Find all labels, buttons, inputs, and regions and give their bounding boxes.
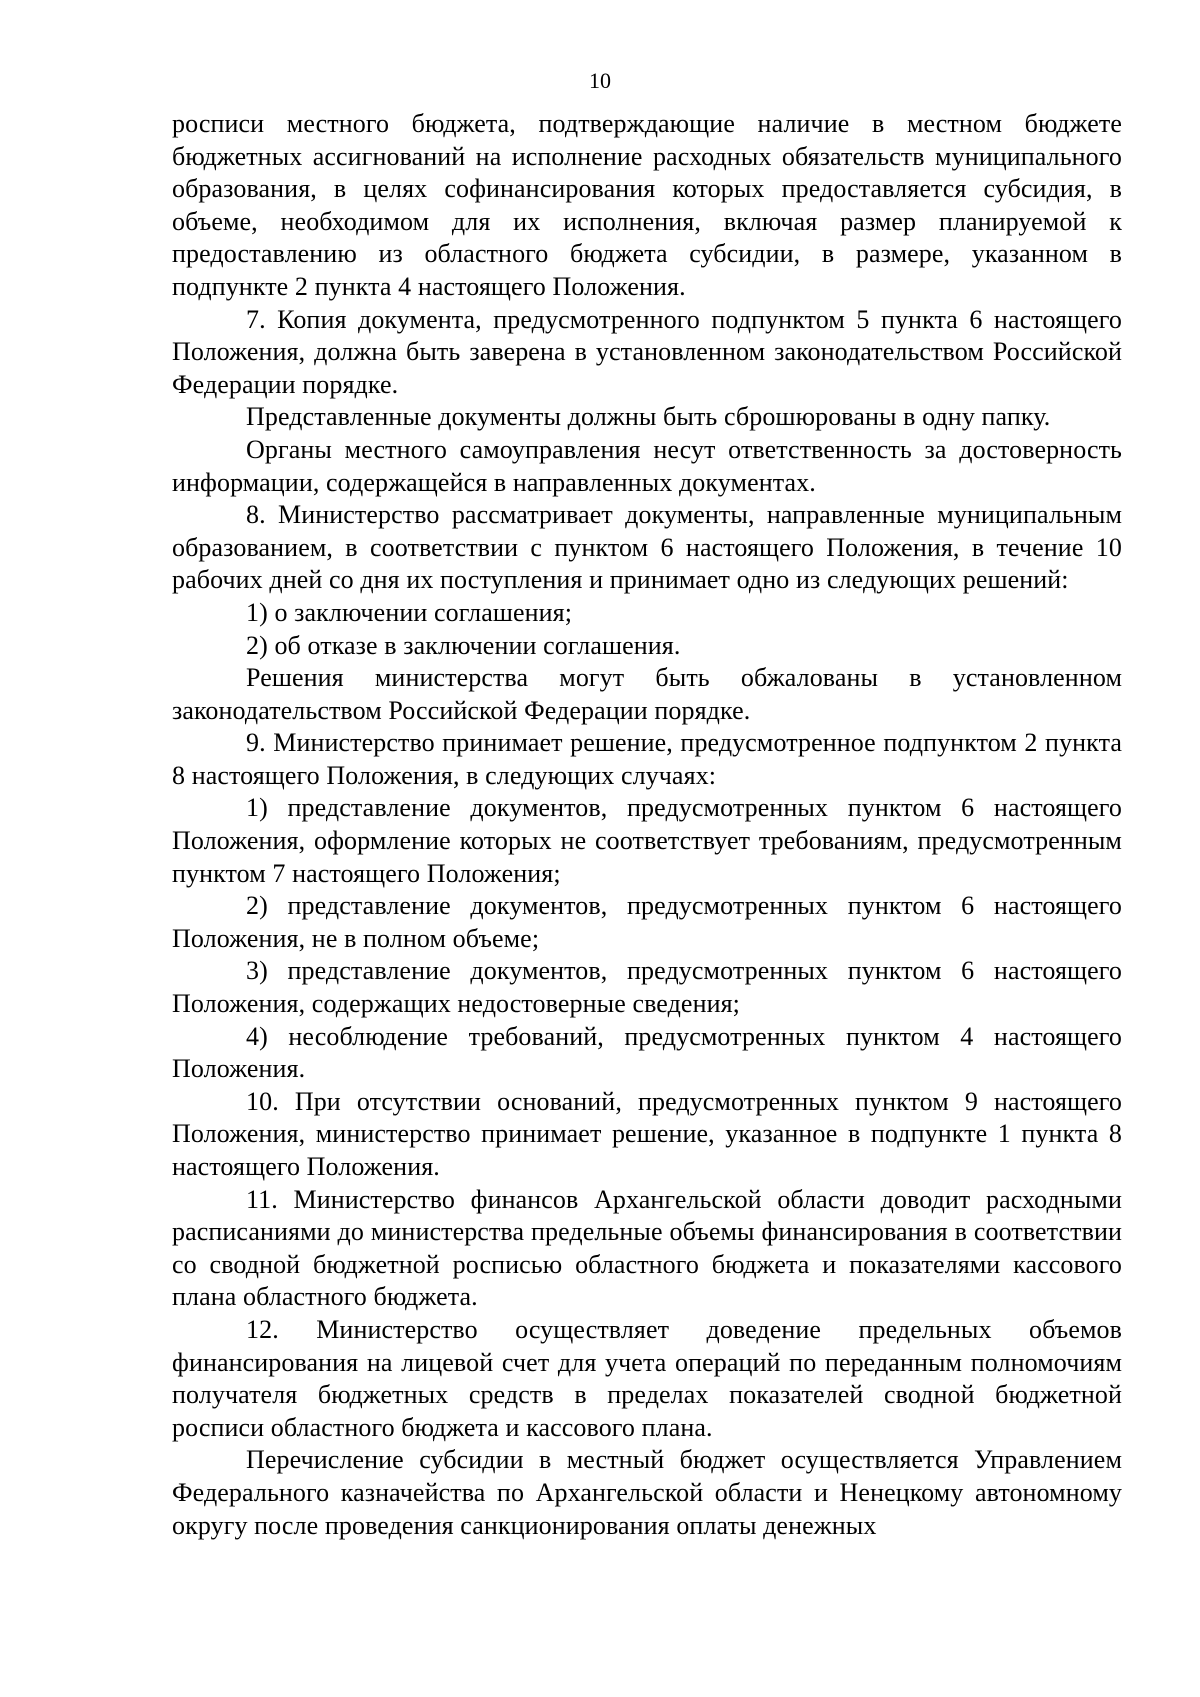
paragraph-9: 9. Министерство принимает решение, предусмотренное подпунктом 2 пункта 8 настоящего Положения, в следующих случаях: xyxy=(172,728,1122,790)
page-number: 10 xyxy=(589,68,611,93)
paragraph-15: 11. Министерство финансов Архангельской области доводит расходными расписаниями до министерства предельные объемы финансирования в соответствии со сводной бюджетной росписью областного бюджета и показателями кассового плана областного бюджета. xyxy=(172,1184,1122,1312)
paragraph-4: Органы местного самоуправления несут ответственность за достоверность информации, содержащейся в направленных документах. xyxy=(172,434,1122,497)
paragraph-14: 10. При отсутствии оснований, предусмотренных пунктом 9 настоящего Положения, министерство принимает решение, указанное в подпункте 1 пункта 8 настоящего Положения. xyxy=(172,1086,1122,1181)
paragraph-1: росписи местного бюджета, подтверждающие наличие в местном бюджете бюджетных ассигнований на исполнение расходных обязательств муниципального образования, в целях софинансирования которых предоставляется субсидия, в объеме, необходимом для их исполнения, включая размер планируемой к предоставлению из областного бюджета субсидии, в размере, указанном в подпункте 2 пункта 4 настоящего Положения. xyxy=(172,109,1122,301)
paragraph-10: 1) представление документов, предусмотренных пунктом 6 настоящего Положения, оформление которых не соответствует требованиям, предусмотренным пунктом 7 настоящего Положения; xyxy=(172,793,1122,888)
paragraph-5: 8. Министерство рассматривает документы, направленные муниципальным образованием, в соответствии с пунктом 6 настоящего Положения, в течение 10 рабочих дней со дня их поступления и принимает одно из следующих решений: xyxy=(172,500,1122,595)
paragraph-8: Решения министерства могут быть обжалованы в установленном законодательством Российской Федерации порядке. xyxy=(172,663,1122,725)
paragraph-7: 2) об отказе в заключении соглашения. xyxy=(246,630,681,660)
paragraph-3: Представленные документы должны быть сброшюрованы в одну папку. xyxy=(246,402,1051,432)
paragraph-16: 12. Министерство осуществляет доведение предельных объемов финансирования на лицевой счет для учета операций по переданным полномочиям получателя бюджетных средств в пределах показателей сводной бюджетной росписи областного бюджета и кассового плана. xyxy=(172,1314,1122,1442)
paragraph-6: 1) о заключении соглашения; xyxy=(246,597,573,627)
paragraph-11: 2) представление документов, предусмотренных пунктом 6 настоящего Положения, не в полном объеме; xyxy=(172,891,1122,953)
paragraph-17: Перечисление субсидии в местный бюджет осуществляется Управлением Федерального казначейства по Архангельской области и Ненецкому автономному округу после проведения санкционирования оплаты денежных xyxy=(172,1445,1122,1540)
paragraph-13: 4) несоблюдение требований, предусмотренных пунктом 4 настоящего Положения. xyxy=(172,1021,1122,1084)
document-body xyxy=(172,108,1122,1542)
paragraph-2: 7. Копия документа, предусмотренного подпунктом 5 пункта 6 настоящего Положения, должна быть заверена в установленном законодательством Российской Федерации порядке. xyxy=(172,304,1122,399)
paragraph-12: 3) представление документов, предусмотренных пунктом 6 настоящего Положения, содержащих недостоверные сведения; xyxy=(172,956,1122,1019)
